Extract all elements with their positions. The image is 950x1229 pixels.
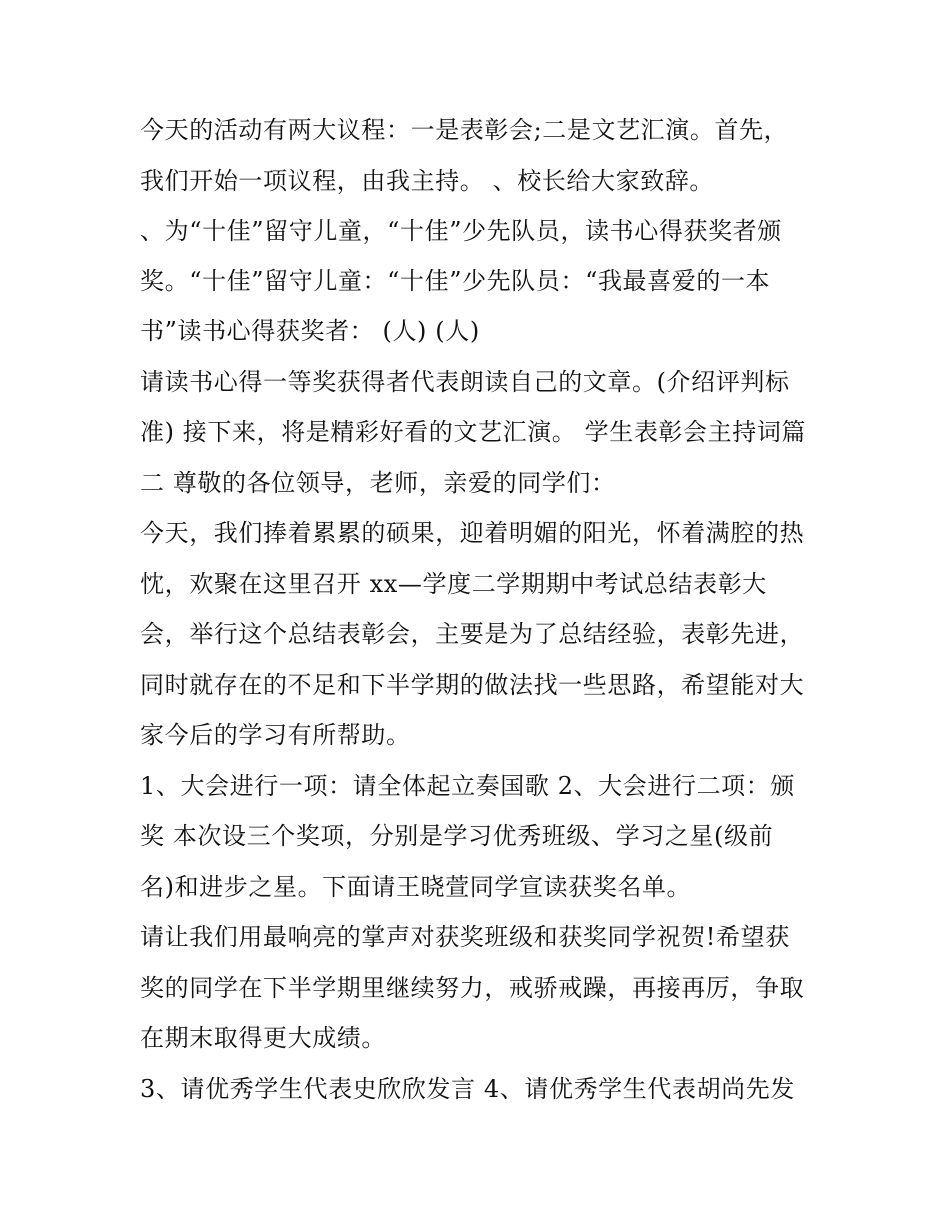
text-line: 请读书心得一等奖获得者代表朗读自己的文章。(介绍评判标	[140, 368, 790, 396]
text-line: 今天，我们捧着累累的硕果，迎着明媚的阳光，怀着满腔的热	[140, 519, 805, 547]
text-line: 奖 本次设三个奖项，分别是学习优秀班级、学习之星(级前	[140, 822, 774, 850]
text-line: 家今后的学习有所帮助。	[140, 721, 411, 749]
text-line: 1、大会进行一项：请全体起立奏国歌 2、大会进行二项：颁	[140, 772, 795, 800]
text-line: 、为“十佳”留守儿童，“十佳”少先队员，读书心得获奖者颁	[140, 217, 782, 245]
text-line: 在期末取得更大成绩。	[140, 1024, 386, 1052]
text-line: 奖。“十佳”留守儿童：“十佳”少先队员：“我最喜爱的一本	[140, 267, 771, 295]
text-line: 准) 接下来，将是精彩好看的文艺汇演。 学生表彰会主持词篇	[140, 418, 807, 446]
text-line: 3、请优秀学生代表史欣欣发言 4、请优秀学生代表胡尚先发	[140, 1075, 795, 1103]
text-line: 忱，欢聚在这里召开 xx—学度二学期期中考试总结表彰大	[140, 570, 767, 598]
text-line: 请让我们用最响亮的掌声对获奖班级和获奖同学祝贺!希望获	[140, 923, 790, 951]
text-line: 奖的同学在下半学期里继续努力，戒骄戒躁，再接再厉，争取	[140, 974, 805, 1002]
text-line: 名)和进步之星。下面请王晓萱同学宣读获奖名单。	[140, 873, 692, 901]
text-line: 会，举行这个总结表彰会，主要是为了总结经验，表彰先进，	[140, 620, 805, 648]
text-line: 我们开始一项议程，由我主持。 、校长给大家致辞。	[140, 167, 715, 195]
text-line: 书”读书心得获奖者： (人) (人)	[140, 317, 480, 345]
text-line: 同时就存在的不足和下半学期的做法找一些思路，希望能对大	[140, 671, 805, 699]
text-line: 二 尊敬的各位领导，老师，亲爱的同学们：	[140, 469, 616, 497]
text-line: 今天的活动有两大议程：一是表彰会;二是文艺汇演。首先，	[140, 116, 789, 144]
